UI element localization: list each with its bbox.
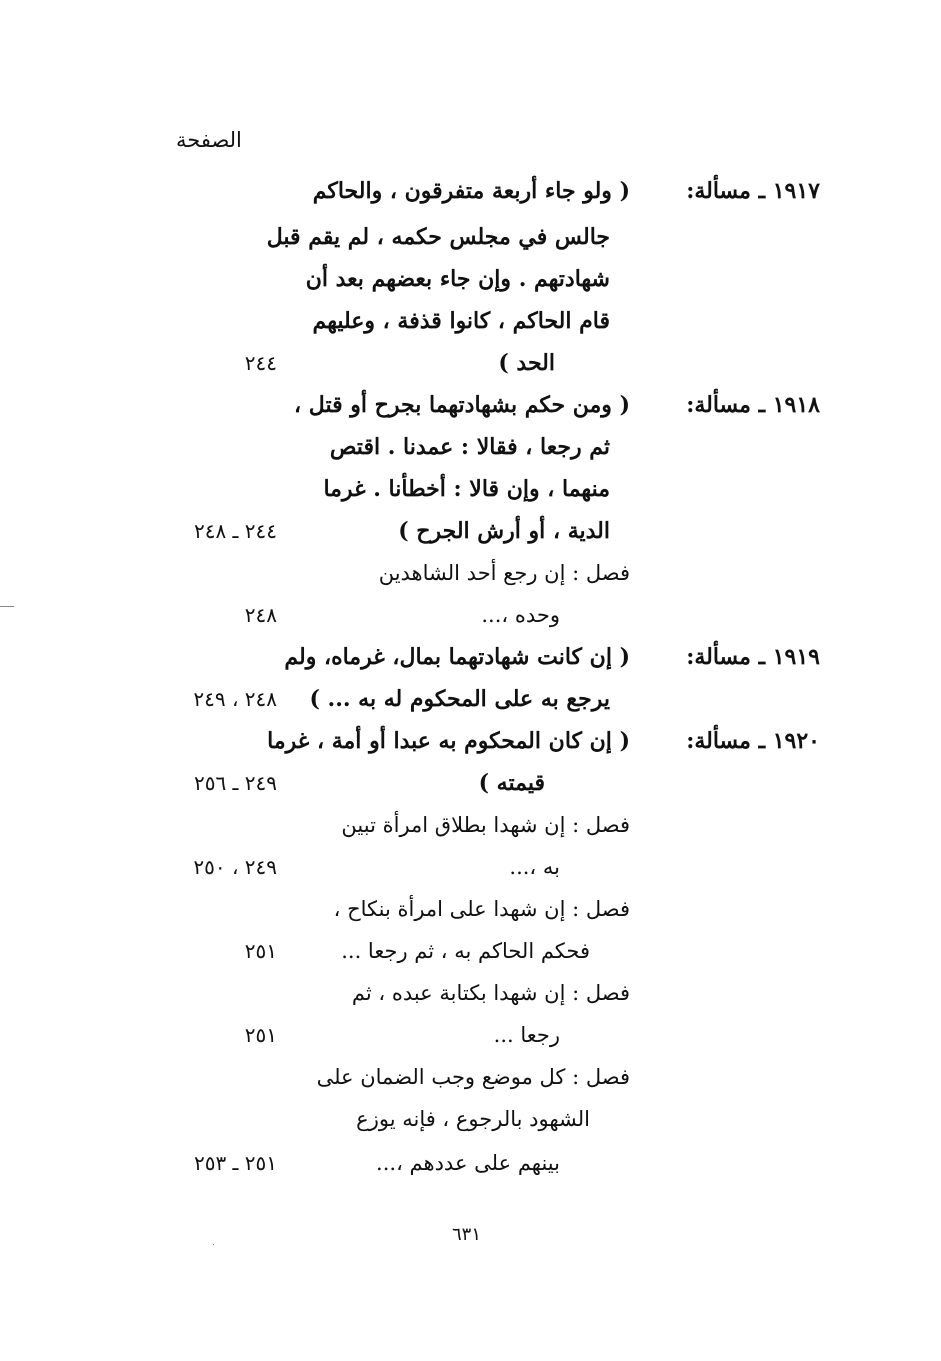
entry-line: منهما ، وإن قالا : أخطأنا . غرما: [323, 476, 610, 502]
entry-line: رجعا ...: [493, 1023, 560, 1047]
entry-line: جالس في مجلس حكمه ، لم يقم قبل: [266, 224, 610, 250]
entry-line: الشهود بالرجوع ، فإنه يوزع: [356, 1107, 590, 1131]
page-reference: ٢٥١: [244, 1023, 277, 1047]
page-reference: ٢٤٤ ـ ٢٤٨: [193, 519, 277, 543]
entry-line: فصل : كل موضع وجب الضمان على: [316, 1065, 630, 1089]
page-reference: ٢٤٩ ـ ٢٥٦: [193, 771, 277, 795]
entry-line: فصل : إن شهدا بطلاق امرأة تبين: [341, 813, 630, 837]
page-reference: ٢٥١: [244, 939, 277, 963]
page-reference: ٢٤٤: [244, 351, 277, 375]
page-reference: ٢٤٩ ، ٢٥٠: [193, 855, 277, 879]
page-reference: ٢٤٨: [244, 603, 277, 627]
page-column-header: الصفحة: [176, 128, 242, 152]
page-number: ٦٣١: [452, 1224, 482, 1245]
entry-line: ثم رجعا ، فقالا : عمدنا . اقتص: [329, 434, 610, 460]
entry-label: ١٩١٨ ـ مسألة:: [686, 392, 820, 418]
page-reference: ٢٤٨ ، ٢٤٩: [193, 687, 277, 711]
entry-line: فصل : إن رجع أحد الشاهدين: [378, 561, 630, 585]
entry-label: ١٩٢٠ ـ مسألة:: [686, 728, 820, 754]
entry-line: فصل : إن شهدا بكتابة عبده ، ثم: [351, 981, 630, 1005]
entry-line: فصل : إن شهدا على امرأة بنكاح ،: [333, 897, 630, 921]
scan-mark: [0, 606, 14, 607]
entry-label: ١٩١٩ ـ مسألة:: [686, 644, 820, 670]
entry-label: ١٩١٧ ـ مسألة:: [686, 178, 820, 204]
entry-line: شهادتهم . وإن جاء بعضهم بعد أن: [305, 266, 610, 292]
entry-line: يرجع به على المحكوم له به ... ): [309, 686, 610, 712]
entry-line: ( إن كانت شهادتهما بمال، غرماه، ولم: [284, 644, 630, 670]
entry-line: وحده ،...: [481, 603, 560, 627]
entry-line: ( ولو جاء أربعة متفرقون ، والحاكم: [312, 178, 630, 204]
entry-line: بينهم على عددهم ،...: [376, 1151, 560, 1175]
entry-line: قيمته ): [478, 770, 545, 796]
entry-line: ( ومن حكم بشهادتهما بجرح أو قتل ،: [294, 392, 630, 418]
entry-line: به ،...: [509, 855, 560, 879]
entry-line: ( إن كان المحكوم به عبدا أو أمة ، غرما: [267, 728, 630, 754]
entry-line: فحكم الحاكم به ، ثم رجعا ...: [341, 939, 590, 963]
page-reference: ٢٥١ ـ ٢٥٣: [193, 1151, 277, 1175]
entry-line: الدية ، أو أرش الجرح ): [398, 518, 610, 544]
entry-line: الحد ): [498, 350, 555, 376]
scan-mark: [213, 1244, 214, 1245]
entry-line: قام الحاكم ، كانوا قذفة ، وعليهم: [312, 308, 610, 334]
